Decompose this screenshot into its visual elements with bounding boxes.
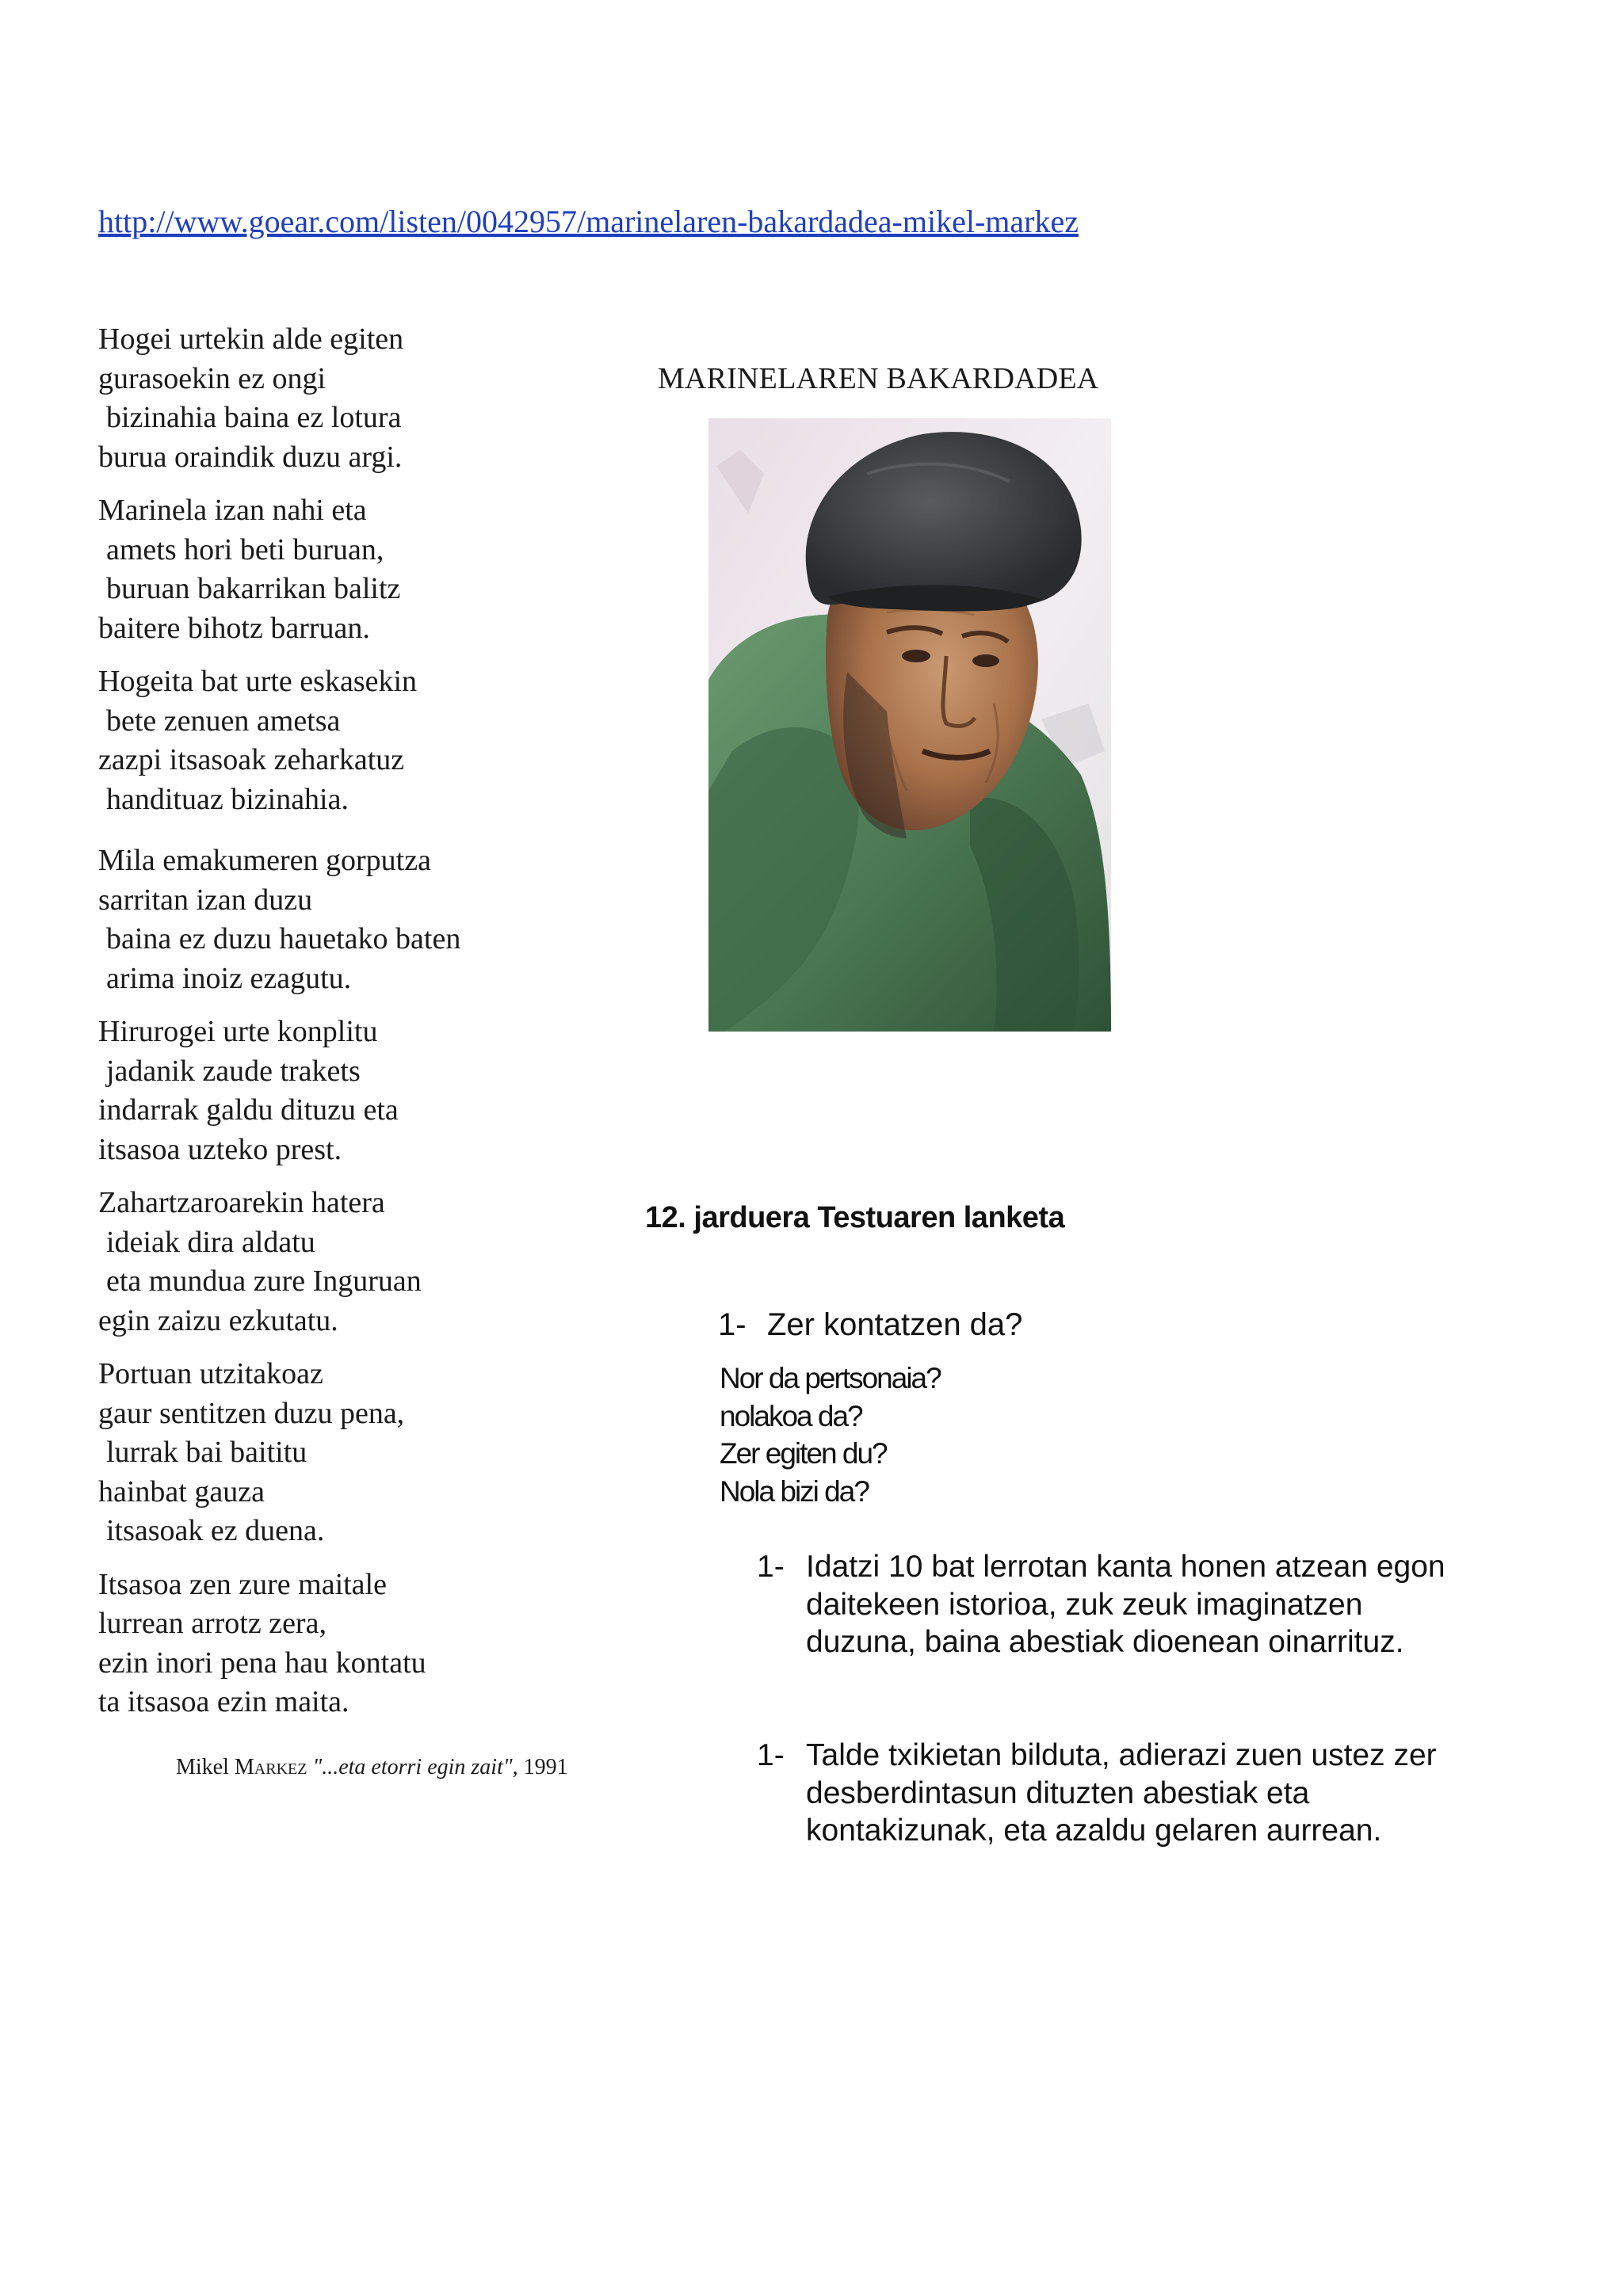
task-number: 1-	[757, 1738, 785, 1772]
credit-author-last: Markez	[234, 1755, 307, 1779]
lyric-line: ideiak dira aldatu	[106, 1225, 315, 1259]
lyric-line: Zahartzaroarekin hatera	[98, 1186, 385, 1219]
credit-year: 1991	[517, 1755, 568, 1779]
sub-question: Nola bizi da?	[720, 1474, 869, 1508]
lyric-line: indarrak galdu dituzu eta	[98, 1093, 399, 1127]
lyric-stanza	[98, 320, 653, 477]
activity-heading: 12. jarduera Testuaren lanketa	[645, 1201, 1065, 1234]
song-lyrics	[98, 320, 653, 1722]
lyric-line: ezin inori pena hau kontatu	[98, 1646, 426, 1680]
lyric-line: buruan bakarrikan balitz	[106, 572, 401, 605]
lyric-line: handituaz bizinahia.	[106, 782, 349, 816]
lyric-line: lurrak bai baititu	[106, 1436, 307, 1469]
lyric-line: baitere bihotz barruan.	[98, 611, 370, 645]
credit-album: "...eta etorri egin zait",	[307, 1755, 518, 1779]
credit-author-first: Mikel	[176, 1755, 235, 1779]
lyric-line: Hogeita bat urte eskasekin	[98, 665, 418, 698]
lyric-stanza	[98, 841, 653, 998]
lyric-line: itsasoak ez duena.	[106, 1514, 325, 1547]
lyric-stanza	[98, 491, 653, 648]
lyric-stanza	[98, 1184, 653, 1341]
sailor-portrait-image	[708, 418, 1111, 1032]
lyric-line: arima inoiz ezagutu.	[106, 961, 352, 995]
question-1-text: Zer kontatzen da?	[767, 1307, 1023, 1342]
lyric-stanza	[98, 662, 653, 819]
lyric-stanza	[98, 1566, 653, 1722]
lyric-line: itsasoa uzteko prest.	[98, 1132, 342, 1166]
sub-question: nolakoa da?	[720, 1399, 862, 1432]
lyric-line: baina ez duzu hauetako baten	[106, 922, 461, 955]
question-1	[718, 1307, 1022, 1343]
lyric-line: gaur sentitzen duzu pena,	[98, 1396, 405, 1430]
task-text: Talde txikietan bilduta, adierazi zuen ustez zer desberdintasun dituzten abestiak eta kontakizunak, eta azaldu gelaren aurrean.	[806, 1738, 1437, 1848]
sub-question: Nor da pertsonaia?	[720, 1362, 941, 1394]
task-text: Idatzi 10 bat lerrotan kanta honen atzean egon daitekeen istorioa, zuk zeuk imaginatzen duzuna, baina abestiak dioenean oinarrituz.	[806, 1550, 1445, 1659]
lyric-line: Hirurogei urte konplitu	[98, 1015, 378, 1048]
lyric-line: Hogei urtekin alde egiten	[98, 322, 404, 356]
lyric-line: zazpi itsasoak zeharkatuz	[98, 743, 405, 776]
task-item	[757, 1737, 1470, 1850]
lyric-line: bete zenuen ametsa	[106, 704, 341, 738]
lyric-line: lurrean arrotz zera,	[98, 1607, 327, 1640]
lyric-line: hainbat gauza	[98, 1474, 265, 1508]
lyric-line: Mila emakumeren gorputza	[98, 844, 431, 877]
source-url-link[interactable]: http://www.goear.com/listen/0042957/marinelaren-bakardadea-mikel-markez	[98, 204, 1079, 239]
song-credit	[176, 1755, 568, 1780]
lyric-line: eta mundua zure Inguruan	[106, 1264, 422, 1298]
lyric-line: sarritan izan duzu	[98, 883, 313, 917]
sub-questions	[720, 1360, 941, 1510]
task-item	[757, 1548, 1470, 1661]
lyric-line: amets hori beti buruan,	[106, 532, 384, 566]
song-title: MARINELAREN BAKARDADEA	[658, 362, 1099, 395]
lyric-line: gurasoekin ez ongi	[98, 361, 327, 395]
lyric-line: bizinahia baina ez lotura	[106, 401, 402, 434]
lyric-line: Itsasoa zen zure maitale	[98, 1567, 387, 1601]
question-1-number: 1-	[718, 1307, 747, 1342]
lyric-line: Portuan utzitakoaz	[98, 1357, 323, 1390]
lyric-stanza	[98, 1355, 653, 1551]
lyric-stanza	[98, 1013, 653, 1169]
lyric-line: Marinela izan nahi eta	[98, 494, 367, 527]
sub-question: Zer egiten du?	[720, 1437, 887, 1470]
lyric-line: burua oraindik duzu argi.	[98, 440, 403, 474]
lyric-line: ta itsasoa ezin maita.	[98, 1685, 349, 1718]
lyric-line: egin zaizu ezkutatu.	[98, 1303, 338, 1337]
lyric-line: jadanik zaude trakets	[106, 1054, 361, 1088]
task-number: 1-	[757, 1550, 785, 1584]
